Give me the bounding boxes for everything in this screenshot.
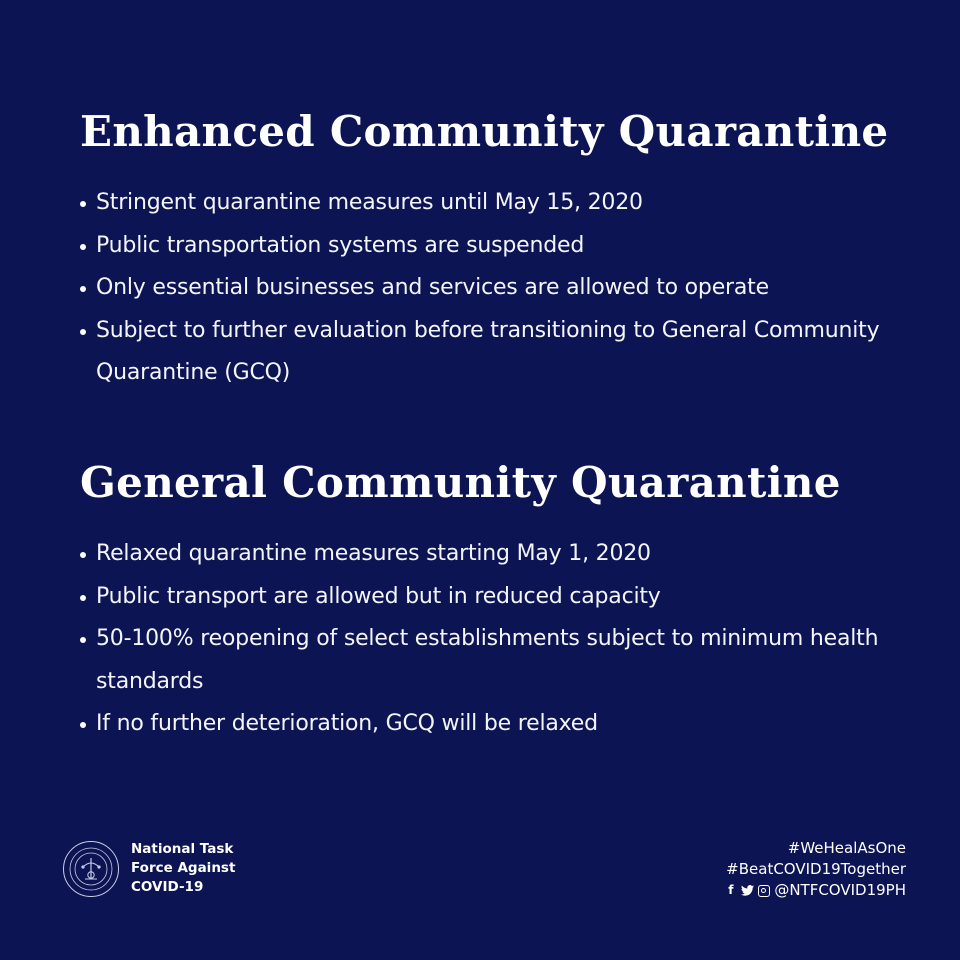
list-item: Relaxed quarantine measures starting May 1, 2020 bbox=[80, 533, 920, 576]
hashtag-beatcovid: #BeatCOVID19Together bbox=[726, 860, 906, 878]
list-item: Subject to further evaluation before transitioning to General Community Quarantine (GCQ) bbox=[80, 310, 920, 395]
ecq-section bbox=[80, 104, 920, 395]
org-name-line: COVID-19 bbox=[131, 879, 204, 895]
org-name-line: National Task bbox=[131, 841, 234, 857]
list-item: Only essential businesses and services are allowed to operate bbox=[80, 267, 920, 310]
list-item: Stringent quarantine measures until May 15, 2020 bbox=[80, 182, 920, 225]
social-row bbox=[724, 880, 906, 901]
ntf-seal-icon bbox=[63, 841, 119, 897]
list-item: 50-100% reopening of select establishments subject to minimum health standards bbox=[80, 618, 920, 703]
social-handle: @NTFCOVID19PH bbox=[774, 881, 906, 899]
hashtag-weheal: #WeHealAsOne bbox=[787, 839, 906, 857]
footer-social bbox=[724, 838, 906, 901]
list-item: If no further deterioration, GCQ will be relaxed bbox=[80, 703, 920, 746]
gcq-bullet-list bbox=[80, 533, 920, 746]
org-name bbox=[131, 840, 235, 897]
ecq-title: Enhanced Community Quarantine bbox=[80, 107, 889, 156]
instagram-icon bbox=[758, 885, 770, 897]
list-item: Public transport are allowed but in reduced capacity bbox=[80, 576, 920, 619]
org-name-line: Force Against bbox=[131, 860, 236, 876]
facebook-icon: f bbox=[728, 883, 734, 897]
gcq-title: General Community Quarantine bbox=[80, 458, 841, 507]
list-item: Public transportation systems are suspended bbox=[80, 225, 920, 268]
ecq-bullet-list bbox=[80, 182, 920, 395]
gcq-section bbox=[80, 455, 920, 746]
twitter-icon bbox=[741, 884, 754, 897]
footer-org bbox=[63, 840, 235, 897]
